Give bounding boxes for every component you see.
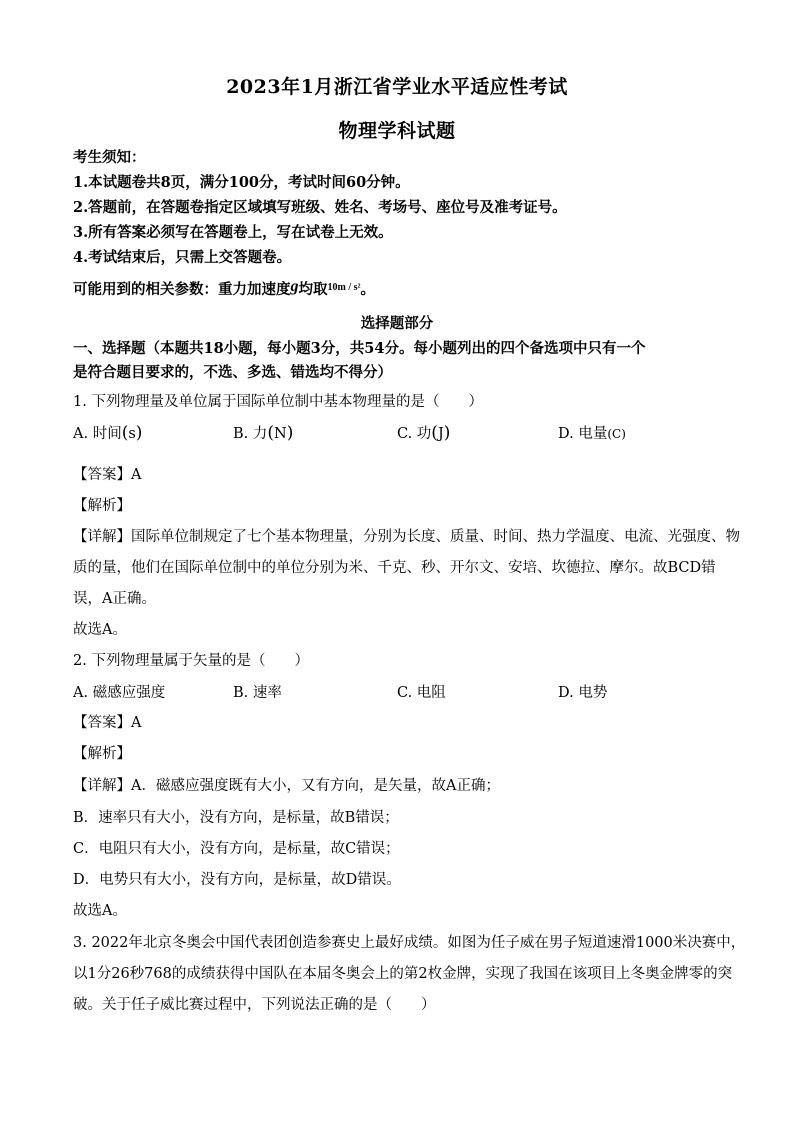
q1-option-a: A. 时间(s) [73,423,143,443]
q1-option-c: C. 功(J) [397,423,451,443]
section-intro-2: 是符合题目要求的，不选、多选、错选均不得分） [73,364,392,381]
q1-detail-2: 质的量，他们在国际单位制中的单位分别为米、千克、秒、开尔文、安培、坎德拉、摩尔。故BCD错 [73,560,716,576]
q2-conclusion: 故选A。 [73,903,127,919]
q1-option-b: B. 力(N) [233,423,294,443]
q2-detail-1: 【详解】A．磁感应强度既有大小，又有方向，是矢量，故A正确； [73,778,500,794]
q1-conclusion: 故选A。 [73,622,127,638]
q2-detail-4: D．电势只有大小，没有方向，是标量，故D错误。 [73,872,401,888]
params-value: 10m / s² [327,282,361,293]
notice-heading: 考生须知： [73,149,146,166]
section-intro-1: 一、选择题（本题共18小题，每小题3分，共54分。每小题列出的四个备选项中只有一个 [73,340,646,357]
q1-detail-1: 【详解】国际单位制规定了七个基本物理量，分别为长度、质量、时间、热力学温度、电流、光强度、物 [73,529,740,545]
q2-analysis: 【解析】 [73,746,131,762]
exam-subtitle: 物理学科试题 [338,120,456,142]
q2-answer: 【答案】A [73,715,142,731]
params-mid: 均取 [298,281,328,298]
q2-option-d: D. 电势 [558,685,608,701]
notice-item-2: 2.答题前，在答题卷指定区域填写班级、姓名、考场号、座位号及准考证号。 [73,199,567,216]
params-line [73,278,733,299]
exam-title: 2023年1月浙江省学业水平适应性考试 [226,76,568,98]
q1-answer: 【答案】A [73,467,142,483]
q1-detail-3: 误，A正确。 [73,591,156,607]
q2-option-b: B. 速率 [233,685,282,701]
params-symbol: g [290,278,299,295]
q1-analysis: 【解析】 [73,498,131,514]
notice-item-1: 1.本试题卷共8页，满分100分，考试时间60分钟。 [73,174,410,191]
q2-stem: 2. 下列物理量属于矢量的是（ ） [73,653,309,669]
params-prefix: 可能用到的相关参数：重力加速度 [73,281,291,298]
q2-option-a: A. 磁感应强度 [73,685,166,701]
q2-option-c: C. 电阻 [397,685,446,701]
q1-stem: 1. 下列物理量及单位属于国际单位制中基本物理量的是（ ） [73,394,483,410]
section-title: 选择题部分 [360,315,434,332]
q2-detail-3: C．电阻只有大小，没有方向，是标量，故C错误； [73,841,400,857]
q2-detail-2: B．速率只有大小，没有方向，是标量，故B错误； [73,810,399,826]
q3-line-3: 破。关于任子威比赛过程中，下列说法正确的是（ ） [73,997,436,1013]
notice-item-4: 4.考试结束后，只需上交答题卷。 [73,249,292,266]
q1-option-d: D. 电量(C) [558,426,626,442]
params-suffix: 。 [360,281,375,298]
q3-line-1: 3. 2022年北京冬奥会中国代表团创造参赛史上最好成绩。如图为任子威在男子短道速滑1000米决赛中， [73,935,746,951]
q3-line-2: 以1分26秒768的成绩获得中国队在本届冬奥会上的第2枚金牌，实现了我国在该项目上冬奥金牌零的突 [73,966,733,982]
notice-item-3: 3.所有答案必须写在答题卷上，写在试卷上无效。 [73,224,393,241]
